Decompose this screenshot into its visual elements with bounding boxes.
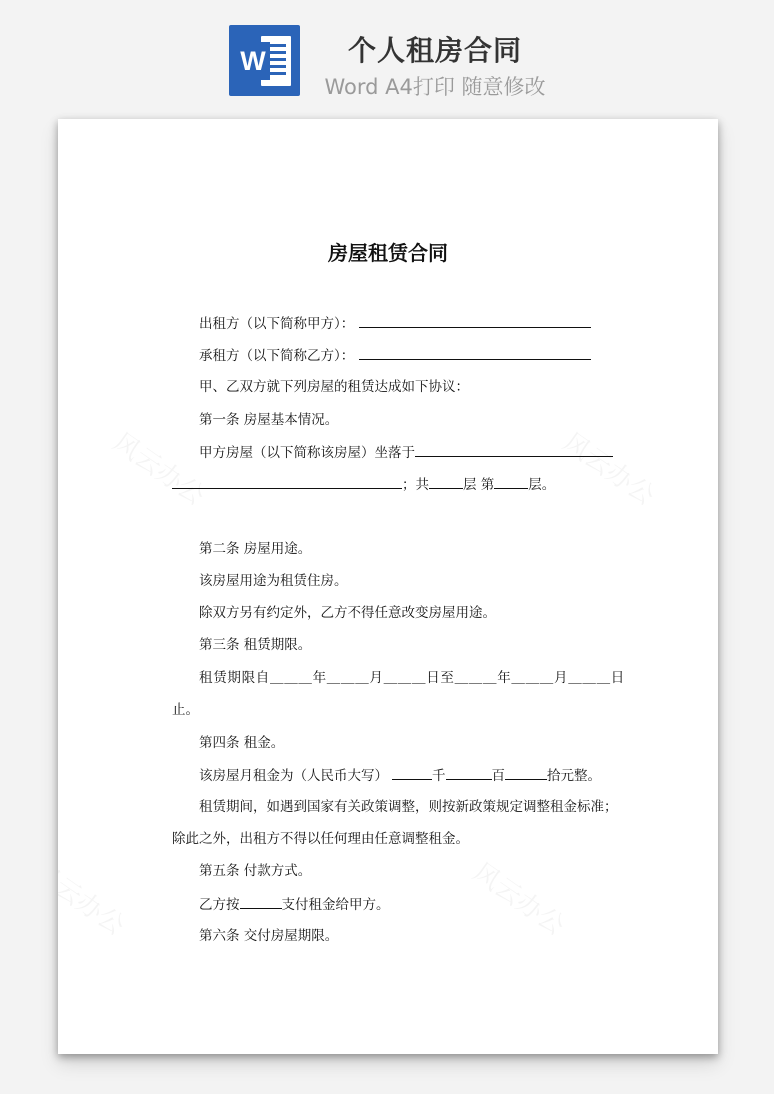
watermark: [58, 853, 133, 943]
word-logo-icon: [229, 25, 300, 96]
rent-amount-label: 该房屋月租金为（人民币大写）: [199, 768, 388, 784]
app-subtitle: Word A4打印 随意修改: [324, 75, 546, 99]
hundreds-blank: [446, 766, 492, 780]
article-3-heading: 第三条 租赁期限。: [199, 637, 312, 653]
location-blank-cont: [172, 475, 402, 489]
lease-term-end: 止。: [172, 702, 199, 718]
logo-letter: W: [236, 42, 270, 80]
floor-total-label: ；共: [402, 477, 429, 493]
thousands-blank: [392, 766, 432, 780]
article-1-heading: 第一条 房屋基本情况。: [199, 412, 339, 428]
lessor-label: 出租方（以下简称甲方）：: [199, 316, 355, 332]
rent-adjustment-text: 租赁期间，如遇到国家有关政策调整，则按新政策规定调整租金标准；: [199, 799, 618, 815]
header: [0, 0, 774, 110]
document-page: [58, 119, 718, 1054]
document-title: 房屋租赁合同: [328, 241, 448, 265]
floor-number-label: 层 第: [463, 477, 495, 493]
watermark: [557, 423, 663, 513]
property-location-label: 甲方房屋（以下简称该房屋）坐落于: [199, 445, 415, 461]
hundreds-label: 百: [491, 768, 505, 784]
app-title: 个人租房合同: [347, 34, 522, 67]
rent-adjustment-cont: 除此之外，出租方不得以任何理由任意调整租金。: [172, 831, 469, 847]
usage-text: 该房屋用途为租赁住房。: [199, 573, 348, 589]
lessee-label: 承租方（以下简称乙方）：: [199, 348, 355, 364]
floor-line: [172, 475, 555, 494]
payment-method-line: [199, 895, 390, 914]
payment-method-label: 乙方按: [199, 897, 240, 913]
lessor-line: [199, 314, 591, 333]
floor-number-blank: [494, 475, 528, 489]
watermark: [107, 423, 213, 513]
thousands-label: 千: [432, 768, 446, 784]
watermark: [467, 853, 573, 943]
floor-total-blank: [429, 475, 463, 489]
payment-method-end: 支付租金给甲方。: [281, 897, 390, 913]
agreement-intro: 甲、乙双方就下列房屋的租赁达成如下协议：: [199, 379, 469, 395]
location-blank: [415, 443, 613, 457]
lease-term-line: 租赁期限自＿＿＿年＿＿＿月＿＿＿日至＿＿＿年＿＿＿月＿＿＿日: [199, 670, 625, 686]
floor-end: 层。: [528, 477, 556, 493]
payment-blank: [240, 895, 282, 909]
article-2-heading: 第二条 房屋用途。: [199, 541, 312, 557]
usage-restriction: 除双方另有约定外，乙方不得任意改变房屋用途。: [199, 605, 496, 621]
tens-blank: [505, 766, 547, 780]
lessor-blank: [359, 314, 591, 328]
article-5-heading: 第五条 付款方式。: [199, 863, 312, 879]
tens-label: 拾元整。: [547, 768, 601, 784]
article-4-heading: 第四条 租金。: [199, 735, 285, 751]
property-location-line: [199, 443, 613, 462]
lessee-line: [199, 346, 591, 365]
lessee-blank: [359, 346, 591, 360]
rent-amount-line: [199, 766, 601, 785]
article-6-heading: 第六条 交付房屋期限。: [199, 928, 339, 944]
